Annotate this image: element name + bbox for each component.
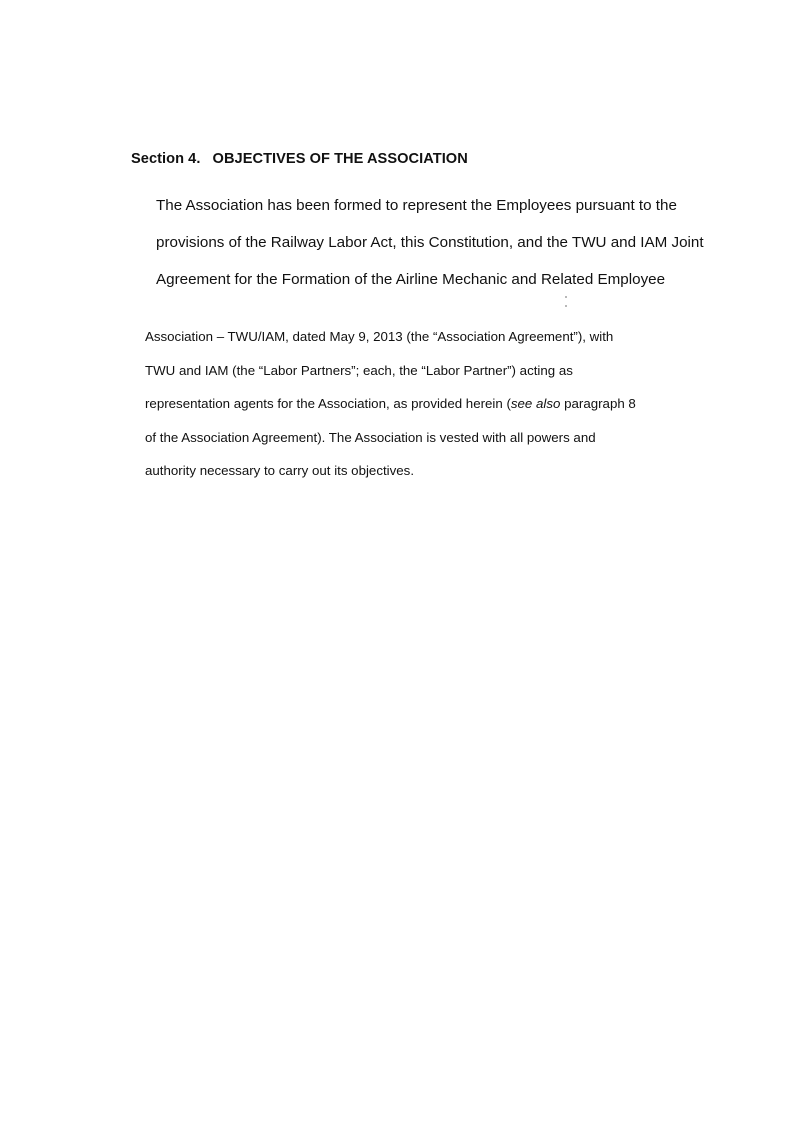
text-line: The Association has been formed to represent the Employees pursuant to the — [156, 197, 677, 214]
text-line: TWU and IAM (the “Labor Partners”; each, the “Labor Partner”) acting as — [145, 362, 573, 378]
text-line — [145, 387, 636, 421]
section-number: Section 4. — [131, 151, 201, 167]
text-line: Agreement for the Formation of the Airline Mechanic and Related Employee — [156, 271, 666, 288]
paragraph-objectives-intro — [156, 187, 704, 298]
text-line: authority necessary to carry out its objectives. — [145, 463, 415, 478]
text-line: of the Association Agreement). The Association is vested with all powers and — [145, 429, 596, 445]
scan-artifact — [565, 296, 567, 298]
text-line: Association – TWU/IAM, dated May 9, 2013 (the “Association Agreement”), with — [145, 329, 614, 344]
section-title: OBJECTIVES OF THE ASSOCIATION — [212, 151, 468, 167]
text-line: provisions of the Railway Labor Act, this Constitution, and the TWU and IAM Joint — [156, 234, 704, 251]
section-heading — [131, 151, 468, 167]
paragraph-objectives-continued — [145, 320, 636, 488]
scan-artifact — [565, 305, 567, 307]
text-segment: representation agents for the Association, as provided herein ( — [145, 396, 511, 411]
text-segment: paragraph 8 — [560, 396, 636, 411]
italic-reference: see also — [510, 396, 561, 411]
